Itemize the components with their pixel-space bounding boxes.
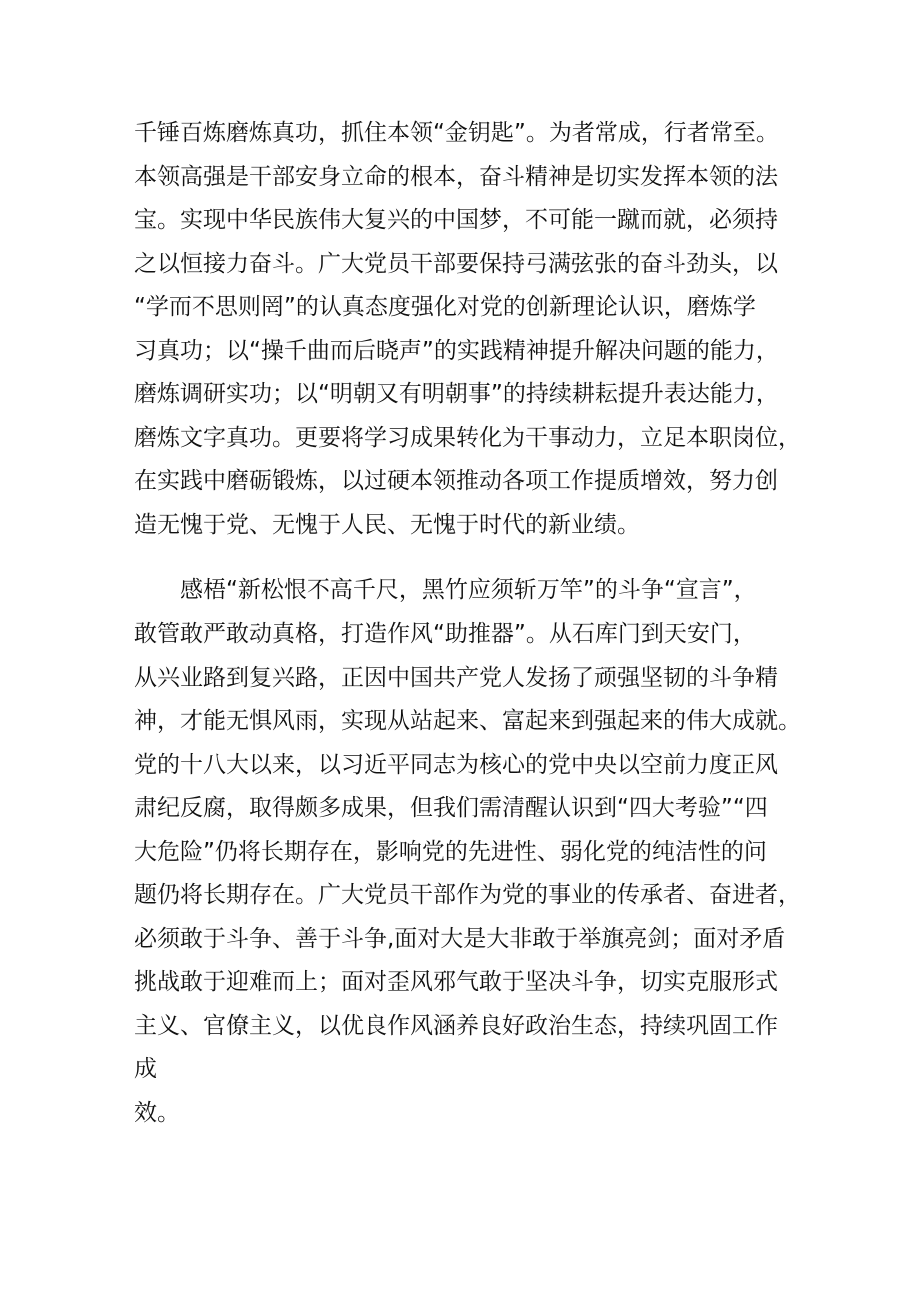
paragraph-line: 成 (134, 1056, 157, 1082)
paragraph-line: 千锤百炼磨炼真功，抓住本领“金钥匙”。为者常成，行者常至。 (134, 120, 779, 146)
paragraph-line: 习真功；以“操千曲而后晓声”的实践精神提升解决问题的能力， (134, 338, 779, 364)
paragraph-line: 之以恒接力奋斗。广大党员干部要保持弓满弦张的奋斗劲头，以 (134, 251, 778, 277)
paragraph-line: “学而不思则罔”的认真态度强化对党的创新理论认识，磨炼学 (134, 294, 756, 320)
paragraph-line: 本领高强是干部安身立命的根本，奋斗精神是切实发挥本领的法 (134, 164, 778, 190)
paragraph-line: 在实践中磨砺锻炼，以过硬本领推动各项工作提质增效，努力创 (134, 468, 778, 494)
paragraph-line: 敢管敢严敢动真格，打造作风“助推器”。从石库门到天安门， (134, 621, 756, 647)
paragraph-line: 题仍将长期存在。广大党员干部作为党的事业的传承者、奋进者， (134, 882, 801, 908)
paragraph-line: 大危险”仍将长期存在，影响党的先进性、弱化党的纯洁性的问 (134, 839, 767, 865)
paragraph-line: 挑战敢于迎难而上；面对歪风邪气敢于坚决斗争，切实克服形式 (134, 969, 778, 995)
paragraph-line: 肃纪反腐，取得颇多成果，但我们需清醒认识到“四大考验”“四 (134, 795, 768, 821)
paragraph-line: 磨炼文字真功。更要将学习成果转化为干事动力，立足本职岗位， (134, 425, 801, 451)
paragraph-line: 感梧“新松恨不高千尺，黑竹应须斩万竿”的斗争“宣言”， (180, 577, 757, 603)
paragraph-line: 宝。实现中华民族伟大复兴的中国梦，不可能一蹴而就，必须持 (134, 207, 778, 233)
paragraph-line: 从兴业路到复兴路，正因中国共产党人发扬了顽强坚韧的斗争精 (134, 665, 778, 691)
paragraph-line: 神，才能无惧风雨，实现从站起来、富起来到强起来的伟大成就。 (134, 708, 801, 734)
paragraph-line: 造无愧于党、无愧于人民、无愧于时代的新业绩。 (134, 512, 640, 538)
paragraph-line: 党的十八大以来，以习近平同志为核心的党中央以空前力度正风 (134, 752, 778, 778)
paragraph-line: 主义、官僚主义，以优良作风涵养良好政治生态，持续巩固工作 (134, 1013, 778, 1039)
paragraph-line: 效。 (134, 1100, 180, 1126)
paragraph-line: 必须敢于斗争、善于斗争,面对大是大非敢于举旗亮剑；面对矛盾 (134, 926, 786, 952)
paragraph-line: 磨炼调研实功；以“明朝又有明朝事”的持续耕耘提升表达能力， (134, 381, 779, 407)
